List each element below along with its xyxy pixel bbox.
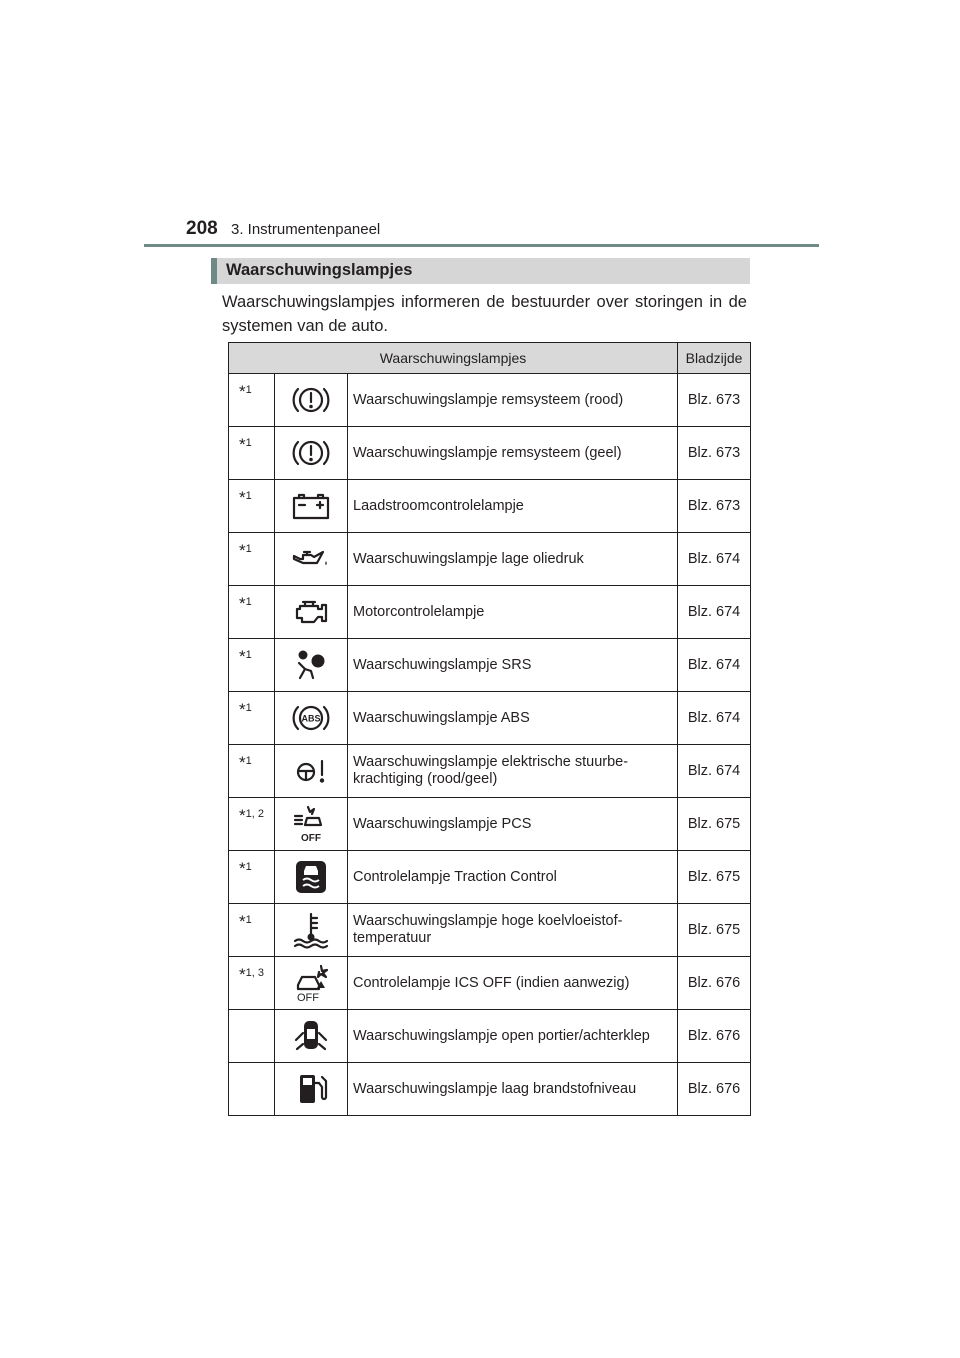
- footnote-asterisk: *: [239, 435, 246, 454]
- footnote-ref: 1: [245, 755, 252, 767]
- lamp-icon-cell: [275, 1063, 348, 1116]
- lamp-description: Laadstroomcontrolelampje: [348, 480, 678, 533]
- steering-wheel-exclamation-icon: [291, 763, 331, 779]
- footnote-cell: [229, 692, 275, 745]
- footnote-asterisk: *: [239, 859, 246, 878]
- footnote-ref: 1: [245, 437, 252, 449]
- coolant-temperature-icon: [291, 922, 331, 938]
- page-reference: Blz. 673: [678, 480, 751, 533]
- svg-text:OFF: OFF: [301, 833, 321, 844]
- footnote-ref: 1: [245, 861, 252, 873]
- fuel-pump-icon: [291, 1081, 331, 1097]
- footnote-asterisk: *: [239, 594, 246, 613]
- footnote-cell: [229, 480, 275, 533]
- page-reference: Blz. 674: [678, 692, 751, 745]
- lamp-icon-cell: [275, 692, 348, 745]
- lamp-description: Controlelampje Traction Control: [348, 851, 678, 904]
- svg-text:ABS: ABS: [301, 713, 321, 724]
- footnote-asterisk: *: [239, 541, 246, 560]
- lamp-description: Waarschuwingslampje elektrische stuurbe- krachtiging (rood/geel): [348, 745, 678, 798]
- table-row: [229, 639, 751, 692]
- table-row: [229, 745, 751, 798]
- lamp-description: Waarschuwingslampje laag brandstofniveau: [348, 1063, 678, 1116]
- footnote-asterisk: *: [239, 806, 246, 825]
- footnote-cell: [229, 745, 275, 798]
- footnote-ref: 1: [245, 702, 252, 714]
- footnote-cell: [229, 798, 275, 851]
- lamp-description: Waarschuwingslampje open portier/achterklep: [348, 1010, 678, 1063]
- footnote-ref: 1: [245, 384, 252, 396]
- lamp-icon-cell: [275, 374, 348, 427]
- table-row: [229, 957, 751, 1010]
- warning-lamps-table: [228, 342, 751, 1116]
- footnote-ref: 1: [245, 649, 252, 661]
- table-row: [229, 798, 751, 851]
- footnote-cell: [229, 957, 275, 1010]
- footnote-ref: 1: [245, 596, 252, 608]
- table-row: [229, 1063, 751, 1116]
- page-reference: Blz. 675: [678, 904, 751, 957]
- footnote-cell: [229, 374, 275, 427]
- page-reference: Blz. 674: [678, 745, 751, 798]
- footnote-ref: 1: [245, 543, 252, 555]
- page-reference: Blz. 674: [678, 586, 751, 639]
- engine-icon: [291, 604, 331, 620]
- footnote-cell: [229, 586, 275, 639]
- brake-exclamation-icon: [291, 392, 331, 408]
- lamp-description: Waarschuwingslampje remsysteem (geel): [348, 427, 678, 480]
- lamp-icon-cell: [275, 798, 348, 851]
- page-reference: Blz. 674: [678, 639, 751, 692]
- footnote-cell: [229, 1063, 275, 1116]
- footnote-asterisk: *: [239, 647, 246, 666]
- door-open-icon: [291, 1028, 331, 1044]
- lamp-description: Waarschuwingslampje lage oliedruk: [348, 533, 678, 586]
- footnote-asterisk: *: [239, 912, 246, 931]
- intro-paragraph: Waarschuwingslampjes informeren de bestuurder over storingen in de systemen van de auto.: [222, 293, 747, 335]
- column-header-lamps: Waarschuwingslampjes: [229, 343, 678, 374]
- section-heading-bar: [211, 258, 750, 284]
- table-row: [229, 1010, 751, 1063]
- lamp-icon-cell: [275, 904, 348, 957]
- page-reference: Blz. 676: [678, 1010, 751, 1063]
- lamp-icon-cell: [275, 745, 348, 798]
- table-header-row: [229, 343, 751, 374]
- footnote-cell: [229, 427, 275, 480]
- page-reference: Blz. 674: [678, 533, 751, 586]
- table-row: [229, 904, 751, 957]
- lamp-description: Waarschuwingslampje remsysteem (rood): [348, 374, 678, 427]
- lamp-description: Controlelampje ICS OFF (indien aanwezig): [348, 957, 678, 1010]
- footnote-ref: 1: [245, 490, 252, 502]
- footnote-ref: 1, 3: [245, 967, 264, 979]
- lamp-icon-cell: [275, 957, 348, 1010]
- lamp-icon-cell: [275, 1010, 348, 1063]
- traction-control-icon: [291, 869, 331, 885]
- section-title: 3. Instrumentenpaneel: [231, 221, 381, 238]
- footnote-asterisk: *: [239, 700, 246, 719]
- lamp-description: Motorcontrolelampje: [348, 586, 678, 639]
- lamp-icon-cell: [275, 427, 348, 480]
- header-divider: [144, 244, 819, 247]
- footnote-cell: [229, 533, 275, 586]
- lamp-icon-cell: [275, 586, 348, 639]
- abs-icon: [291, 710, 331, 726]
- footnote-asterisk: *: [239, 382, 246, 401]
- footnote-asterisk: *: [239, 753, 246, 772]
- airbag-icon: [291, 657, 331, 673]
- ics-off-icon: [291, 975, 331, 1003]
- svg-text:OFF: OFF: [297, 992, 319, 1003]
- page-reference: Blz. 676: [678, 1063, 751, 1116]
- footnote-cell: [229, 639, 275, 692]
- oil-can-icon: [291, 551, 331, 567]
- page-reference: Blz. 673: [678, 374, 751, 427]
- footnote-asterisk: *: [239, 965, 246, 984]
- table-row: [229, 533, 751, 586]
- lamp-icon-cell: [275, 533, 348, 586]
- footnote-cell: [229, 851, 275, 904]
- page-reference: Blz. 673: [678, 427, 751, 480]
- footnote-asterisk: *: [239, 488, 246, 507]
- lamp-description: Waarschuwingslampje SRS: [348, 639, 678, 692]
- table-row: [229, 851, 751, 904]
- brake-exclamation-icon: [291, 445, 331, 461]
- footnote-cell: [229, 904, 275, 957]
- table-row: [229, 427, 751, 480]
- pcs-off-icon: [291, 816, 331, 844]
- lamp-icon-cell: [275, 851, 348, 904]
- page-number: 208: [186, 218, 218, 239]
- section-heading: Waarschuwingslampjes: [226, 261, 413, 279]
- page-reference: Blz. 675: [678, 798, 751, 851]
- column-header-page: Bladzijde: [678, 343, 751, 374]
- footnote-cell: [229, 1010, 275, 1063]
- footnote-ref: 1, 2: [245, 808, 264, 820]
- table-row: [229, 480, 751, 533]
- table-row: [229, 374, 751, 427]
- lamp-icon-cell: [275, 639, 348, 692]
- footnote-ref: 1: [245, 914, 252, 926]
- lamp-description: Waarschuwingslampje hoge koelvloeistof- temperatuur: [348, 904, 678, 957]
- lamp-icon-cell: [275, 480, 348, 533]
- battery-icon: [291, 498, 331, 514]
- page-reference: Blz. 676: [678, 957, 751, 1010]
- lamp-description: Waarschuwingslampje PCS: [348, 798, 678, 851]
- lamp-description: Waarschuwingslampje ABS: [348, 692, 678, 745]
- table-row: [229, 586, 751, 639]
- page-reference: Blz. 675: [678, 851, 751, 904]
- table-row: [229, 692, 751, 745]
